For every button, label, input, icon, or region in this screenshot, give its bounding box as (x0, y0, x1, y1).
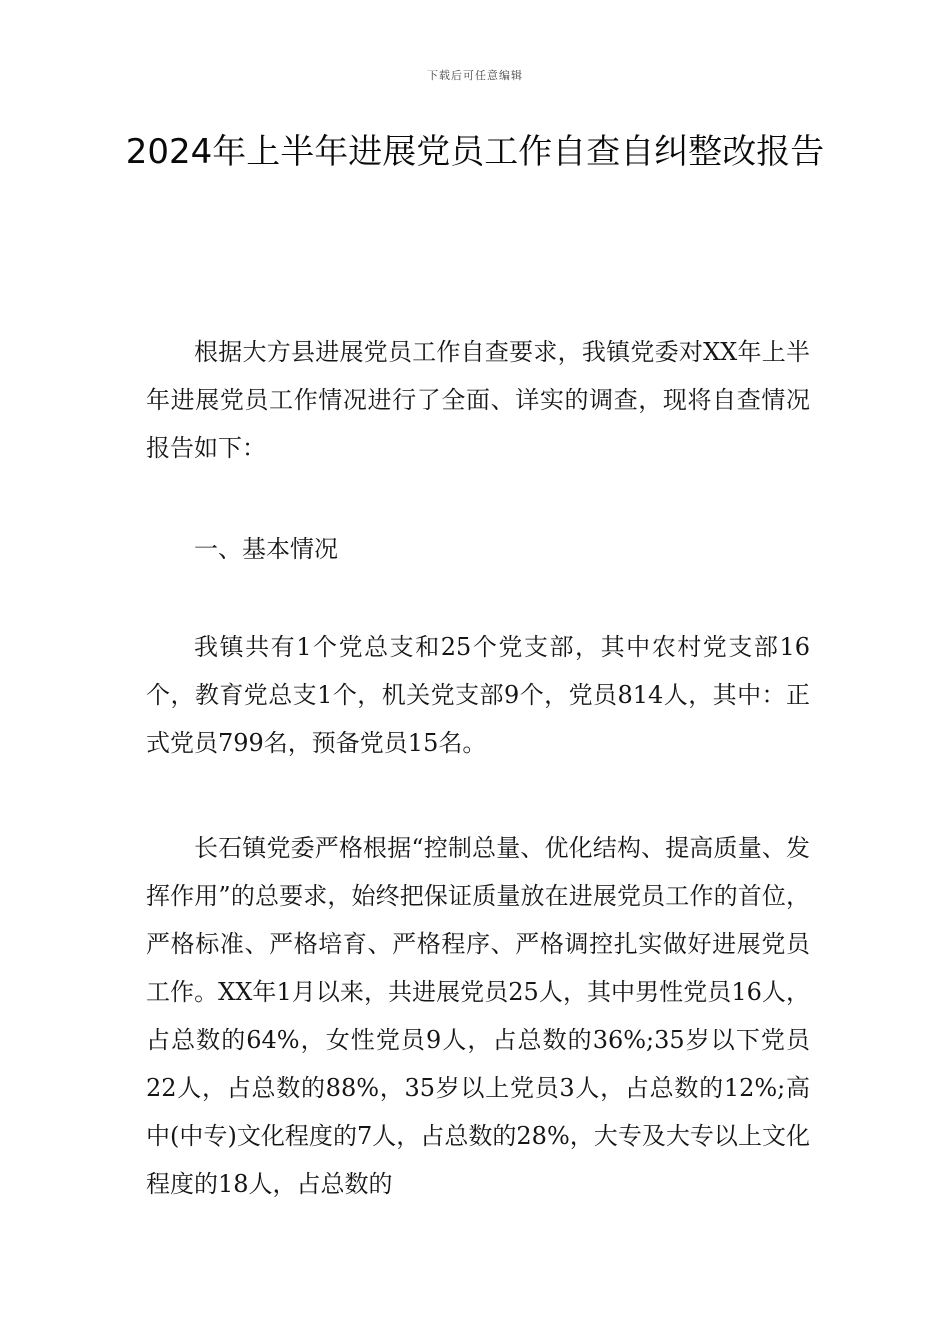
basic-situation-paragraph-1: 我镇共有1个党总支和25个党支部，其中农村党支部16个，教育党总支1个，机关党支部9个，党员814人，其中：正式党员799名，预备党员15名。 (146, 633, 810, 757)
document-title: 2024年上半年进展党员工作自查自纠整改报告 (125, 132, 825, 172)
header-note: 下载后可任意编辑 (427, 69, 523, 82)
section-heading-basic-situation: 一、基本情况 (194, 535, 338, 563)
basic-situation-paragraph-2: 长石镇党委严格根据“控制总量、优化结构、提高质量、发挥作用”的总要求，始终把保证质量放在进展党员工作的首位，严格标准、严格培育、严格程序、严格调控扎实做好进展党员工作。XX年1月以来，共进展党员25人，其中男性党员16人，占总数的64%，女性党员9人，占总数的36%;35岁以下党员22人，占总数的88%，35岁以上党员3人，占总数的12%;高中(中专)文化程度的7人，占总数的28%，大专及大专以上文化程度的18人，占总数的 (146, 834, 810, 1198)
intro-paragraph: 根据大方县进展党员工作自查要求，我镇党委对XX年上半年进展党员工作情况进行了全面、详实的调查，现将自查情况报告如下： (146, 338, 810, 462)
